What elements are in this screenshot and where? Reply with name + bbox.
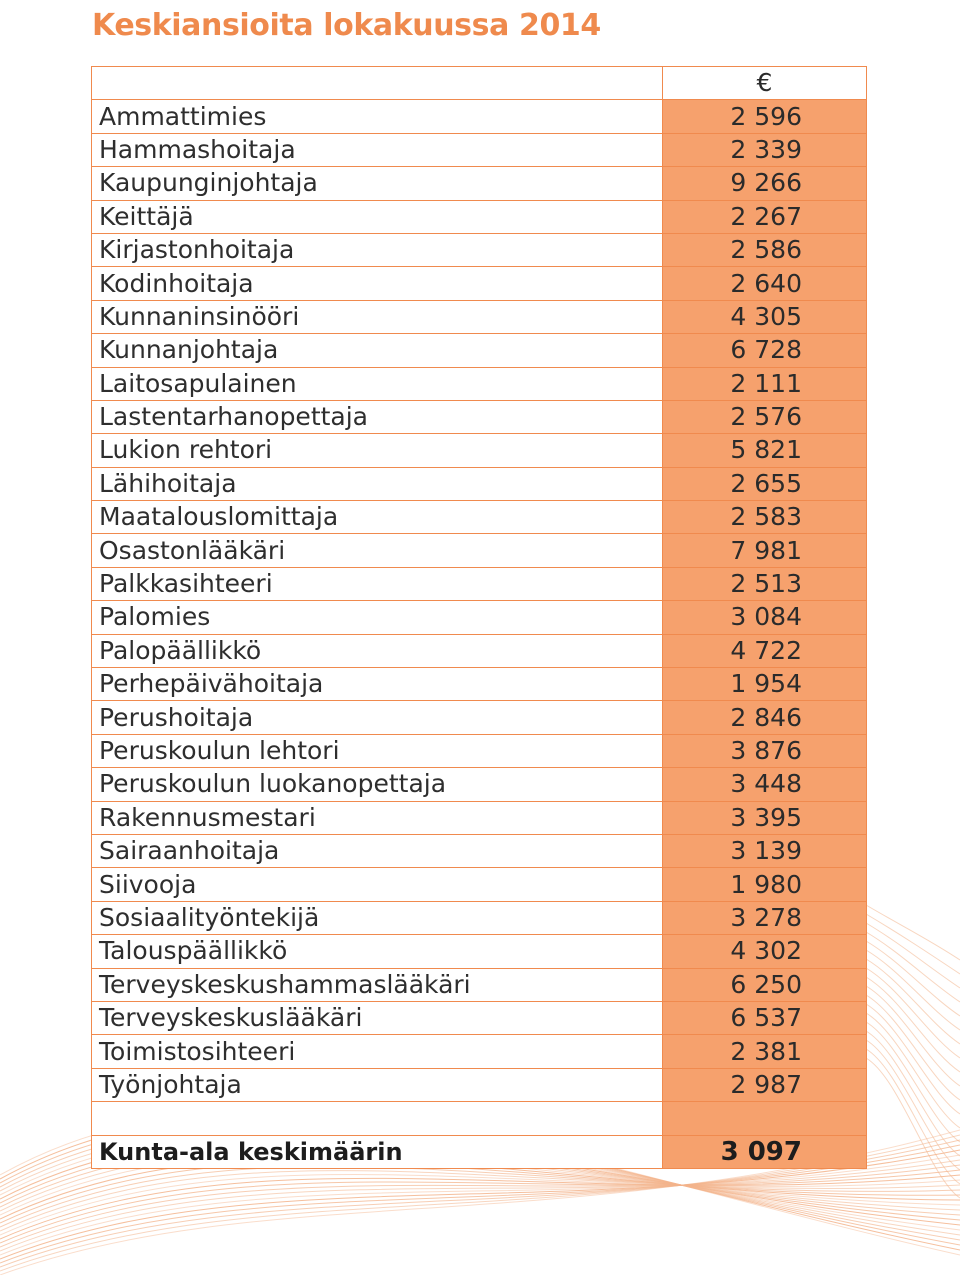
occupation-cell: Työnjohtaja: [92, 1068, 663, 1101]
spacer-value-cell: [663, 1102, 867, 1135]
salary-cell: 2 655: [663, 467, 867, 500]
salary-cell: 2 596: [663, 100, 867, 133]
salary-cell: 2 583: [663, 501, 867, 534]
salary-cell: 5 821: [663, 434, 867, 467]
salary-cell: 1 980: [663, 868, 867, 901]
table-row: [92, 935, 867, 968]
salary-cell: 2 513: [663, 567, 867, 600]
table-row: [92, 668, 867, 701]
occupation-cell: Kirjastonhoitaja: [92, 233, 663, 266]
occupation-cell: Lastentarhanopettaja: [92, 400, 663, 433]
salary-cell: 2 576: [663, 400, 867, 433]
table-row: [92, 267, 867, 300]
occupation-cell: Kaupunginjohtaja: [92, 167, 663, 200]
salary-cell: 3 139: [663, 834, 867, 867]
table-row: [92, 334, 867, 367]
occupation-cell: Palkkasihteeri: [92, 567, 663, 600]
occupation-cell: Talouspäällikkö: [92, 935, 663, 968]
salary-cell: 2 586: [663, 233, 867, 266]
table-row: [92, 901, 867, 934]
table-row: [92, 567, 867, 600]
salary-cell: 2 267: [663, 200, 867, 233]
table-row: [92, 1001, 867, 1034]
salary-table: [91, 66, 867, 1169]
occupation-cell: Kunnaninsinööri: [92, 300, 663, 333]
table-row: [92, 1035, 867, 1068]
salary-cell: 2 640: [663, 267, 867, 300]
salary-cell: 2 339: [663, 133, 867, 166]
table-row: [92, 367, 867, 400]
table-row: [92, 233, 867, 266]
salary-cell: 2 846: [663, 701, 867, 734]
occupation-cell: Osastonlääkäri: [92, 534, 663, 567]
occupation-cell: Kodinhoitaja: [92, 267, 663, 300]
salary-cell: 9 266: [663, 167, 867, 200]
salary-cell: 4 722: [663, 634, 867, 667]
table-row: [92, 467, 867, 500]
occupation-cell: Terveyskeskushammaslääkäri: [92, 968, 663, 1001]
occupation-cell: Lähihoitaja: [92, 467, 663, 500]
salary-cell: 6 537: [663, 1001, 867, 1034]
table-row: [92, 834, 867, 867]
total-label: Kunta-ala keskimäärin: [92, 1135, 663, 1168]
occupation-cell: Perhepäivähoitaja: [92, 668, 663, 701]
occupation-cell: Rakennusmestari: [92, 801, 663, 834]
occupation-cell: Perushoitaja: [92, 701, 663, 734]
table-row: [92, 300, 867, 333]
table-row: [92, 701, 867, 734]
salary-cell: 3 084: [663, 601, 867, 634]
occupation-cell: Laitosapulainen: [92, 367, 663, 400]
occupation-cell: Peruskoulun luokanopettaja: [92, 768, 663, 801]
table-row: [92, 133, 867, 166]
table-row: [92, 634, 867, 667]
salary-cell: 2 381: [663, 1035, 867, 1068]
occupation-cell: Palopäällikkö: [92, 634, 663, 667]
page-title: Keskiansioita lokakuussa 2014: [92, 8, 601, 43]
salary-cell: 3 395: [663, 801, 867, 834]
total-row: [92, 1135, 867, 1168]
salary-cell: 6 250: [663, 968, 867, 1001]
occupation-cell: Lukion rehtori: [92, 434, 663, 467]
occupation-cell: Maatalouslomittaja: [92, 501, 663, 534]
occupation-cell: Terveyskeskuslääkäri: [92, 1001, 663, 1034]
currency-header: €: [663, 67, 867, 100]
table-row: [92, 400, 867, 433]
salary-cell: 7 981: [663, 534, 867, 567]
salary-cell: 3 448: [663, 768, 867, 801]
salary-cell: 6 728: [663, 334, 867, 367]
occupation-cell: Toimistosihteeri: [92, 1035, 663, 1068]
salary-cell: 4 302: [663, 935, 867, 968]
salary-cell: 2 111: [663, 367, 867, 400]
table-row: [92, 601, 867, 634]
table-header-row: [92, 67, 867, 100]
occupation-cell: Kunnanjohtaja: [92, 334, 663, 367]
occupation-cell: Hammashoitaja: [92, 133, 663, 166]
total-salary: 3 097: [663, 1135, 867, 1168]
spacer-cell: [92, 1102, 663, 1135]
occupation-cell: Ammattimies: [92, 100, 663, 133]
table-row: [92, 534, 867, 567]
salary-cell: 3 278: [663, 901, 867, 934]
table-row: [92, 167, 867, 200]
salary-cell: 1 954: [663, 668, 867, 701]
salary-cell: 2 987: [663, 1068, 867, 1101]
table-row: [92, 968, 867, 1001]
salary-cell: 4 305: [663, 300, 867, 333]
occupation-cell: Peruskoulun lehtori: [92, 734, 663, 767]
header-empty-cell: [92, 67, 663, 100]
table-row: [92, 1068, 867, 1101]
table-row: [92, 768, 867, 801]
salary-cell: 3 876: [663, 734, 867, 767]
occupation-cell: Sosiaalityöntekijä: [92, 901, 663, 934]
table-row: [92, 868, 867, 901]
table-row: [92, 734, 867, 767]
salary-table-body: [92, 67, 867, 1169]
occupation-cell: Keittäjä: [92, 200, 663, 233]
table-row: [92, 200, 867, 233]
table-row: [92, 801, 867, 834]
spacer-row: [92, 1102, 867, 1135]
occupation-cell: Palomies: [92, 601, 663, 634]
table-row: [92, 100, 867, 133]
occupation-cell: Sairaanhoitaja: [92, 834, 663, 867]
table-row: [92, 501, 867, 534]
occupation-cell: Siivooja: [92, 868, 663, 901]
table-row: [92, 434, 867, 467]
